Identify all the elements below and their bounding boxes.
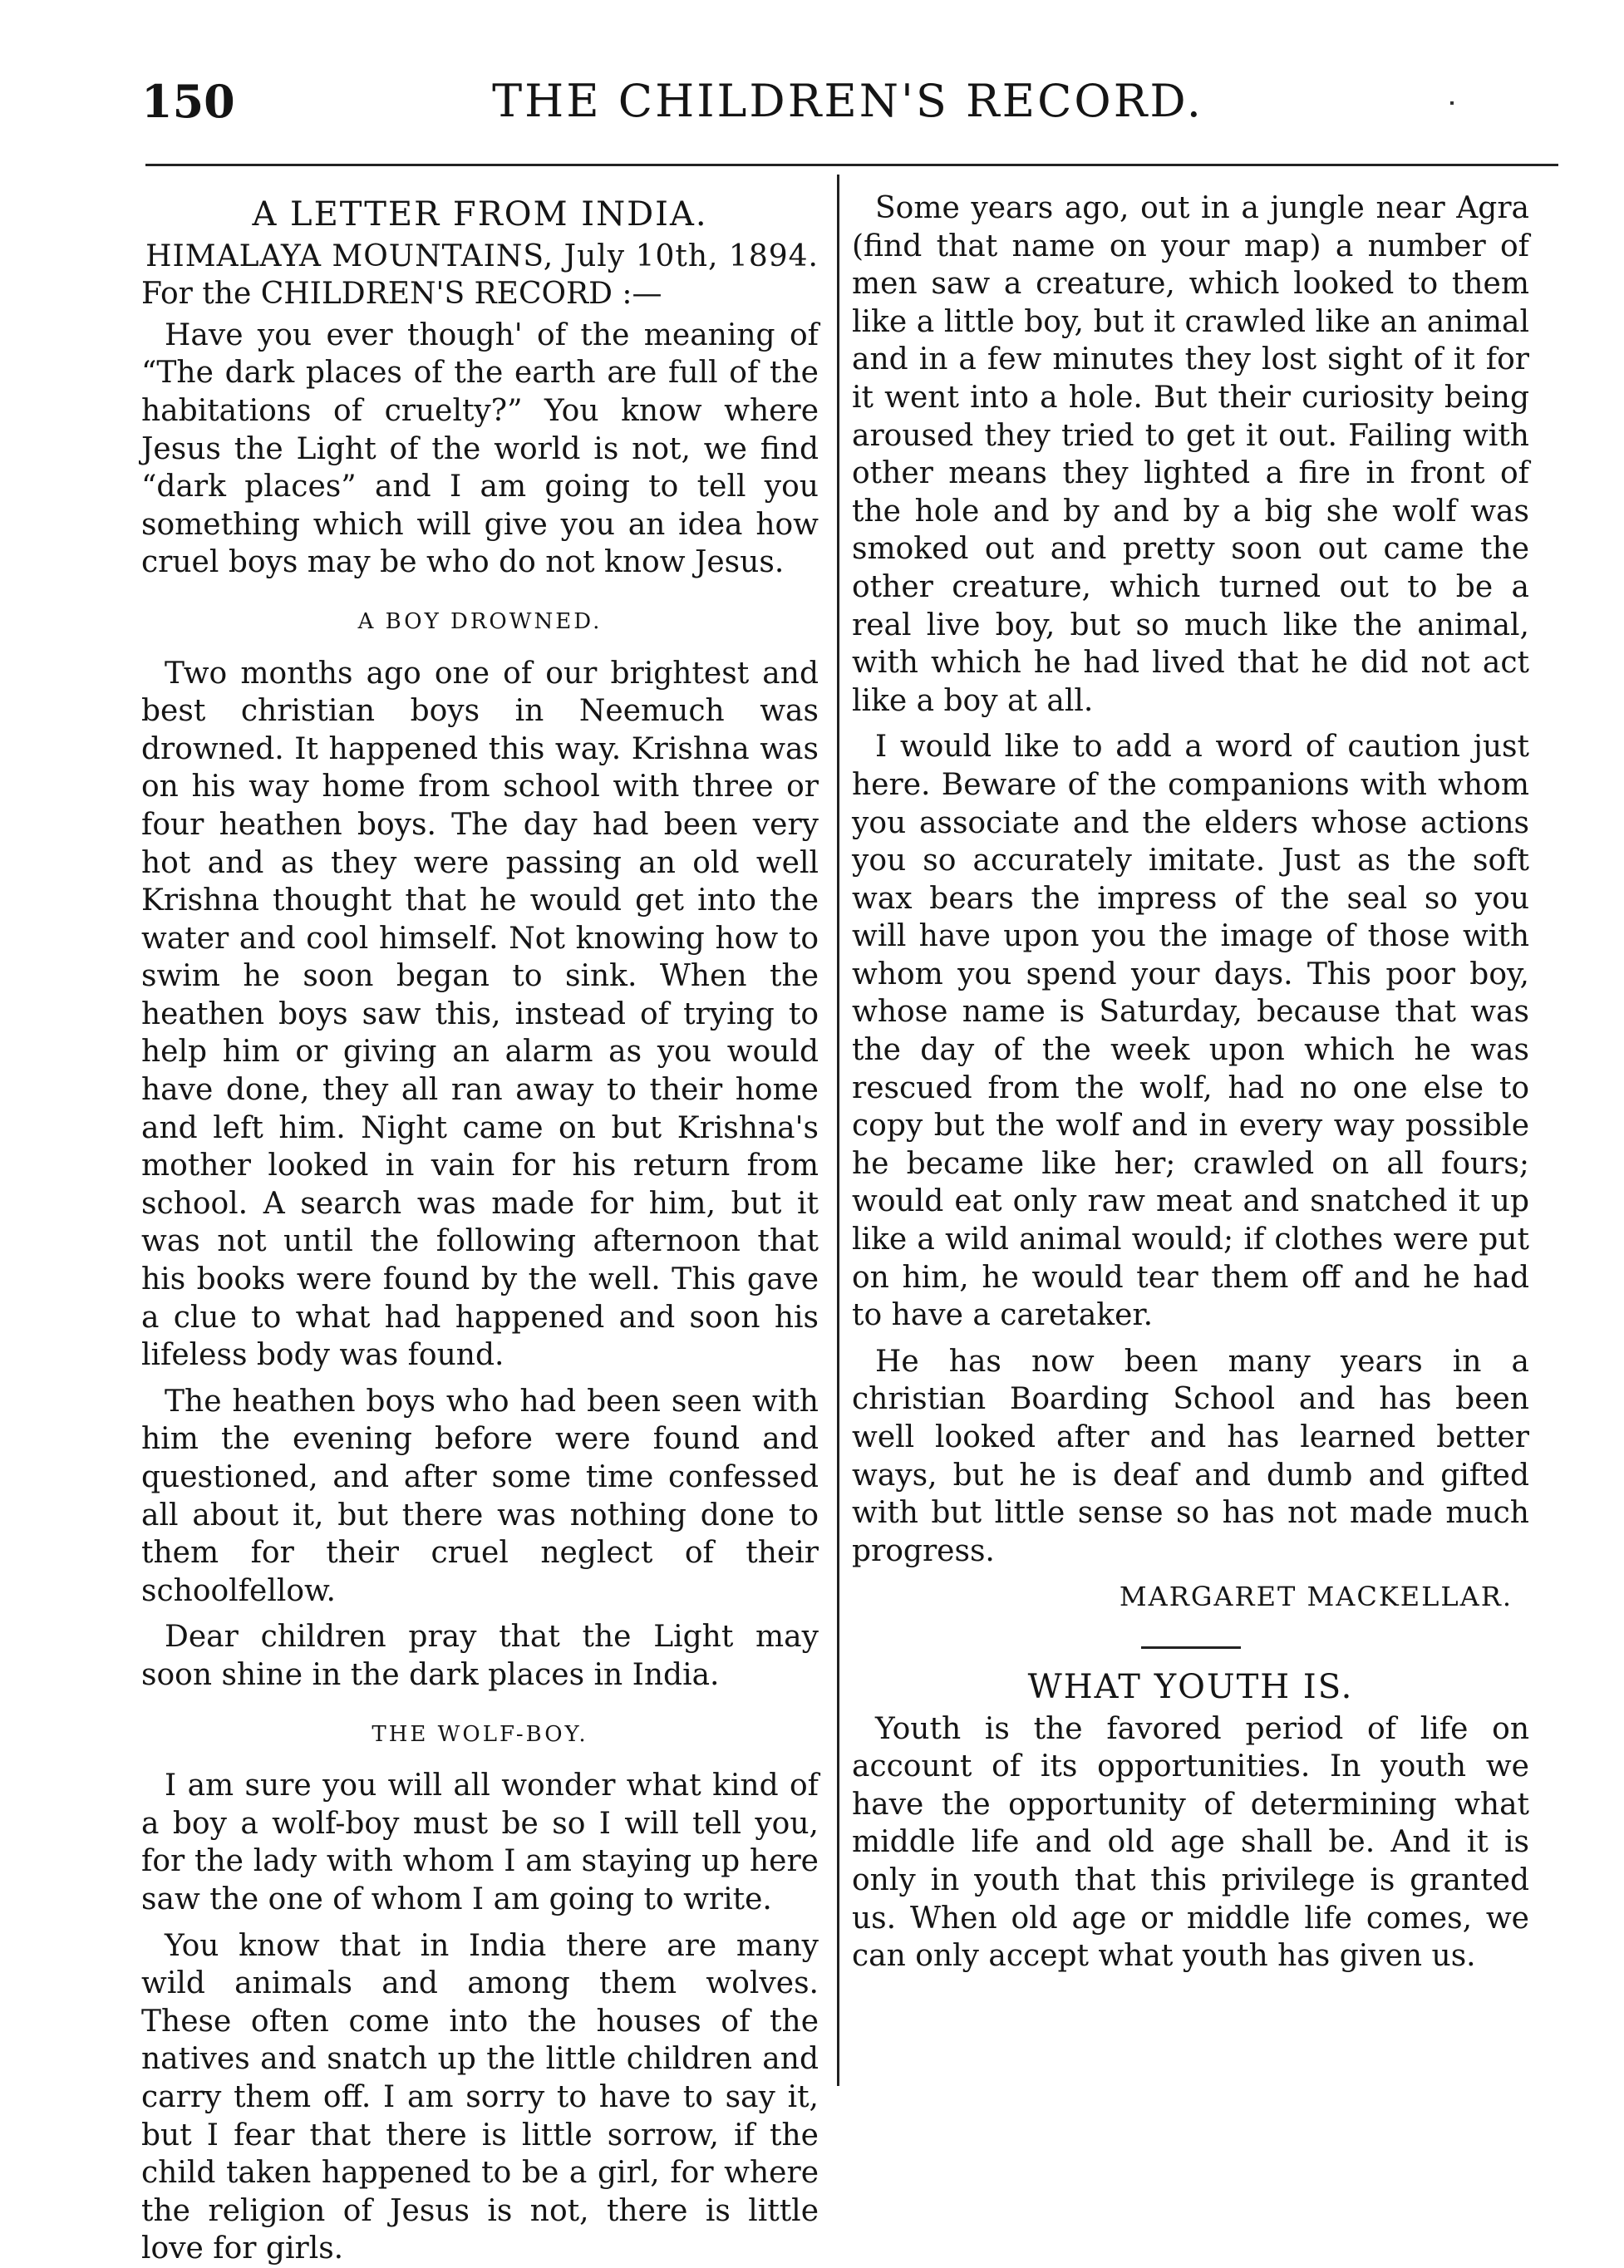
- running-title: THE CHILDREN'S RECORD.: [492, 75, 1203, 127]
- article-title: WHAT YOUTH IS.: [1027, 1667, 1354, 1706]
- paragraph: The heathen boys who had been seen with him the evening before were found and questioned, and after some time confessed all about it, but there was nothing done to them for their cruel neglect of their schoolfellow.: [141, 1384, 819, 1608]
- paragraph: I am sure you will all wonder what kind of a boy a wolf-boy must be so I will tell you, for the lady with whom I am staying up here saw the one of whom I am going to write.: [141, 1769, 819, 1916]
- paragraph: He has now been many years in a christian Boarding School and has been well looked after and has learned better ways, but he is deaf and dumb and gifted with but little sense so has not made much progress.: [852, 1344, 1529, 1568]
- right-column: [852, 189, 1529, 1984]
- paragraph: Youth is the favored period of life on account of its opportunities. In youth we have the opportunity of determining what middle life and old age shall be. And it is only in youth that this privilege is granted us. When old age or middle life comes, we can only accept what youth has given us.: [852, 1711, 1529, 1974]
- paragraph: You know that in India there are many wild animals and among them wolves. These often come into the houses of the natives and snatch up the little children and carry them off. I am sorry to have to say it, but I fear that there is little sorrow, if the child taken happened to be a girl, for where the religion of Jesus is not, there is little love for girls.: [141, 1928, 819, 2266]
- column-divider: [837, 175, 839, 2086]
- paragraph: Dear children pray that the Light may soon shine in the dark places in India.: [141, 1620, 819, 1692]
- dateline: HIMALAYA MOUNTAINS, July 10th, 1894.: [145, 239, 819, 273]
- paragraph: Two months ago one of our brightest and best christian boys in Neemuch was drowned. It happened this way. Krishna was on his way home from school with three or four heathen boys. The day had been very hot and as they were passing an old well Krishna thought that he would get into the water and cool himself. Not knowing how to swim he soon began to sink. When the heathen boys saw this, instead of trying to help him or giving an alarm as you would have done, they all ran away to their home and left him. Night came on but Krishna's mother looked in vain for his return from school. A search was made for him, but it was not until the following afternoon that his books were found by the well. This gave a clue to what had happened and soon his lifeless body was found.: [141, 656, 819, 1373]
- section-heading-boy-drowned: A BOY DROWNED.: [357, 608, 603, 634]
- section-rule: [1141, 1646, 1241, 1649]
- paragraph: I would like to add a word of caution just here. Beware of the companions with whom you associate and the elders whose actions you so accurately imitate. Just as the soft wax bears the impress of the seal so you will have upon you the image of those with whom you spend your days. This poor boy, whose name is Saturday, because that was the day of the week upon which he was rescued from the wolf, had no one else to copy but the wolf and in every way possible he became like her; crawled on all fours; would eat only raw meat and snatched it up like a wild animal would; if clothes were put on him, he would tear them off and he had to have a caretaker.: [852, 730, 1529, 1333]
- page-header: [141, 75, 1554, 141]
- paragraph: Some years ago, out in a jungle near Agra (find that name on your map) a number of men saw a creature, which looked to them like a little boy, but it crawled like an animal and in a few minutes they lost sight of it for it went into a hole. But their curiosity being aroused they tried to get it out. Failing with other means they lighted a fire in front of the hole and by and by a big she wolf was smoked out and pretty soon out came the other creature, which turned out to be a real live boy, but so much like the animal, with which he had lived that he did not act like a boy at all.: [852, 191, 1529, 718]
- left-column: [141, 189, 819, 2268]
- print-speck: [1450, 101, 1454, 105]
- header-rule: [145, 164, 1558, 166]
- article-title: A LETTER FROM INDIA.: [252, 195, 708, 234]
- salutation: For the CHILDREN'S RECORD :—: [141, 277, 662, 312]
- signature: MARGARET MACKELLAR.: [1119, 1581, 1513, 1613]
- page-number: 150: [141, 75, 235, 128]
- section-heading-wolf-boy: THE WOLF-BOY.: [372, 1721, 588, 1747]
- intro-paragraph: Have you ever though' of the meaning of “The dark places of the earth are full of the habitations of cruelty?” You know where Jesus the Light of the world is not, we find “dark places” and I am going to tell you something which will give you an idea how cruel boys may be who do not know Jesus.: [141, 317, 819, 580]
